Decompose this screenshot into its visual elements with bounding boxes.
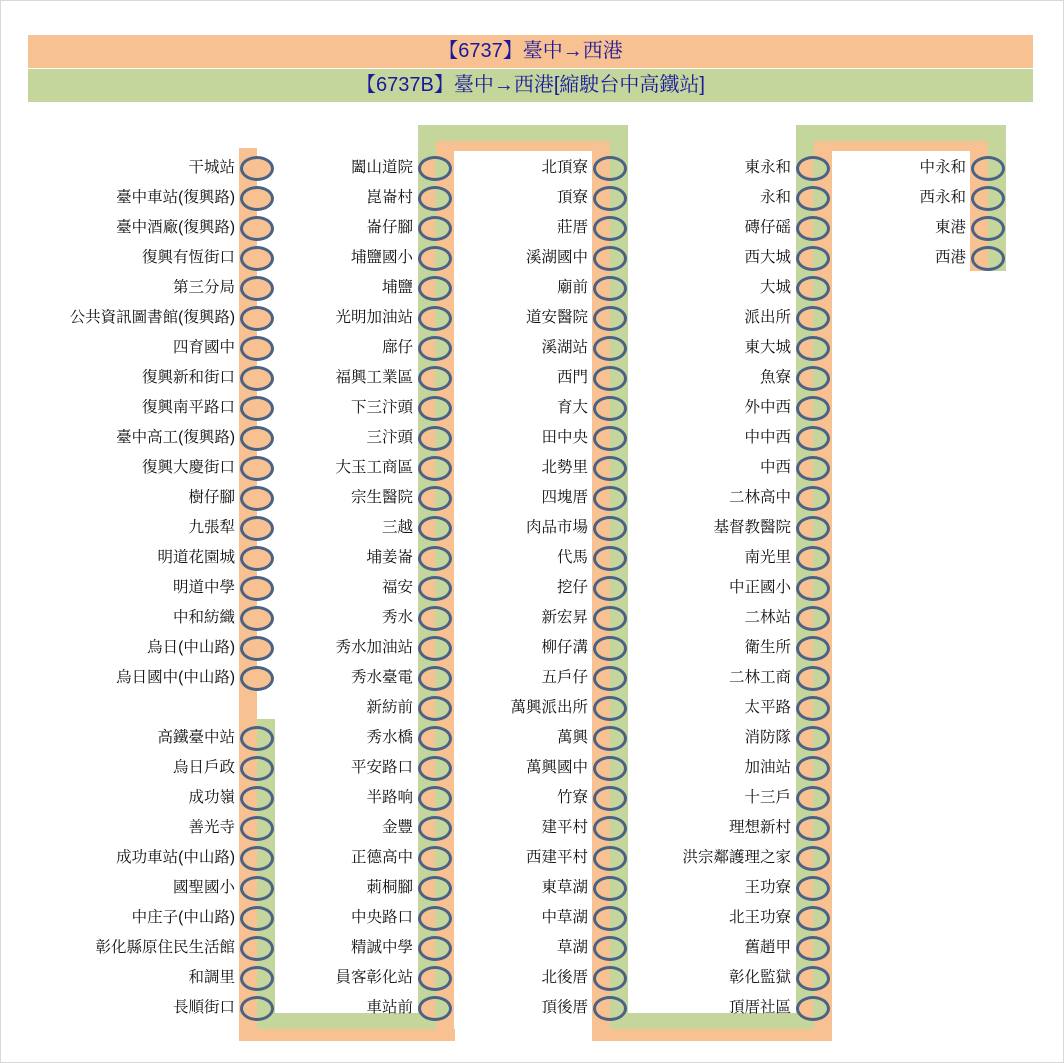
main-track-top-4-5 [814, 141, 988, 151]
stop-name: 彰化監獄 [728, 969, 791, 986]
stop-name: 草湖 [556, 939, 588, 956]
stop-name: 代馬 [556, 549, 588, 566]
stop-marker [796, 936, 830, 961]
stop-name: 外中西 [744, 399, 791, 416]
stop-marker [796, 996, 830, 1021]
stop-name: 東港 [934, 219, 966, 236]
stop-name: 西永和 [919, 189, 966, 206]
stop-name: 臺中車站(復興路) [116, 189, 235, 206]
stop-name: 溪湖站 [541, 339, 588, 356]
stop-marker [796, 726, 830, 751]
stop-marker [796, 426, 830, 451]
stop-name: 成功嶺 [188, 789, 235, 806]
stop-name: 西建平村 [525, 849, 588, 866]
stop-name: 埔鹽國小 [350, 249, 413, 266]
stop-name: 精誠中學 [350, 939, 413, 956]
stop-name: 四育國中 [172, 339, 235, 356]
variant-track-top-4-5 [796, 125, 1006, 141]
stop-name: 干城站 [188, 159, 235, 176]
stop-name: 臺中酒廠(復興路) [116, 219, 235, 236]
stop-name: 大玉工商區 [335, 459, 413, 476]
stop-name: 公共資訊圖書館(復興路) [69, 309, 235, 326]
stop-name: 秀水 [381, 609, 413, 626]
stop-marker [796, 666, 830, 691]
stop-marker [796, 816, 830, 841]
stop-name: 烏日(中山路) [147, 639, 235, 656]
stop-name: 九張犁 [188, 519, 235, 536]
stop-name: 中永和 [919, 159, 966, 176]
stop-name: 田中央 [541, 429, 588, 446]
stop-marker [796, 756, 830, 781]
stop-name: 東草湖 [541, 879, 588, 896]
stop-marker [971, 156, 1005, 181]
stop-name: 國聖國小 [172, 879, 235, 896]
stop-name: 加油站 [744, 759, 791, 776]
stop-name: 第三分局 [172, 279, 235, 296]
stop-name: 秀水橋 [366, 729, 413, 746]
stop-name: 新紡前 [366, 699, 413, 716]
stop-name: 秀水加油站 [335, 639, 413, 656]
stop-marker [971, 216, 1005, 241]
stop-marker [796, 876, 830, 901]
stop-name: 西港 [934, 249, 966, 266]
stop-name: 舊趙甲 [744, 939, 791, 956]
stop-name: 明道花園城 [157, 549, 235, 566]
stop-name: 東永和 [744, 159, 791, 176]
stop-marker [796, 786, 830, 811]
stop-name: 和調里 [188, 969, 235, 986]
stop-name: 中和紡織 [172, 609, 235, 626]
stop-marker [796, 396, 830, 421]
stop-name: 柳仔溝 [541, 639, 588, 656]
stop-marker [796, 606, 830, 631]
stop-name: 中草湖 [541, 909, 588, 926]
stop-name: 大城 [759, 279, 791, 296]
main-track-bottom-3-4 [592, 1029, 832, 1041]
stop-name: 五戶仔 [541, 669, 588, 686]
stop-name: 竹寮 [556, 789, 588, 806]
stop-name: 萬興國中 [525, 759, 588, 776]
stop-name: 樹仔腳 [188, 489, 235, 506]
stop-name: 員客彰化站 [335, 969, 413, 986]
stop-marker [796, 516, 830, 541]
stop-marker [796, 966, 830, 991]
stop-name: 烏日國中(中山路) [116, 669, 235, 686]
stop-name: 復興有恆街口 [141, 249, 235, 266]
stop-name: 派出所 [744, 309, 791, 326]
stop-name: 二林站 [744, 609, 791, 626]
stop-marker [796, 306, 830, 331]
stop-name: 頂寮 [556, 189, 588, 206]
stop-name: 復興新和街口 [141, 369, 235, 386]
main-track-top-2-3 [436, 141, 610, 151]
stop-name: 烏日戶政 [172, 759, 235, 776]
stop-name: 三汴頭 [366, 429, 413, 446]
route-title-variant: 【6737B】臺中→西港[縮駛台中高鐵站] [28, 69, 1033, 102]
stop-name: 頂後厝 [541, 999, 588, 1016]
stop-name: 理想新村 [728, 819, 791, 836]
stop-name: 高鐵臺中站 [157, 729, 235, 746]
stop-name: 中庄子(中山路) [131, 909, 235, 926]
stop-name: 金豐 [381, 819, 413, 836]
stop-name: 彰化縣原住民生活館 [95, 939, 235, 956]
stop-name: 半路响 [366, 789, 413, 806]
stop-marker [796, 336, 830, 361]
stop-name: 衛生所 [744, 639, 791, 656]
stop-name: 三越 [381, 519, 413, 536]
variant-track-top-2-3 [418, 125, 628, 141]
stop-name: 肉品市場 [525, 519, 588, 536]
stop-name: 洪宗鄰護理之家 [682, 849, 791, 866]
stop-name: 四塊厝 [541, 489, 588, 506]
stop-name: 頂厝社區 [728, 999, 791, 1016]
route-title-main: 【6737】臺中→西港 [28, 35, 1033, 68]
stop-name: 中正國小 [728, 579, 791, 596]
stop-name: 成功車站(中山路) [116, 849, 235, 866]
stop-name: 善光寺 [188, 819, 235, 836]
stop-name: 溪湖國中 [525, 249, 588, 266]
stop-name: 太平路 [744, 699, 791, 716]
stop-name: 二林高中 [728, 489, 791, 506]
stop-name: 埔姜崙 [366, 549, 413, 566]
stop-name: 新宏昇 [541, 609, 588, 626]
stop-name: 埔鹽 [381, 279, 413, 296]
stop-name: 消防隊 [744, 729, 791, 746]
stop-name: 中西 [759, 459, 791, 476]
stop-marker [796, 906, 830, 931]
stop-name: 正德高中 [350, 849, 413, 866]
stop-name: 明道中學 [172, 579, 235, 596]
stop-name: 磚仔磘 [744, 219, 791, 236]
stop-name: 下三汴頭 [350, 399, 413, 416]
stop-marker [796, 366, 830, 391]
stop-name: 廍仔 [381, 339, 413, 356]
stop-name: 建平村 [541, 819, 588, 836]
stop-name: 東大城 [744, 339, 791, 356]
stop-name: 北勢里 [541, 459, 588, 476]
stop-name: 挖仔 [556, 579, 588, 596]
stop-name: 萬興 [556, 729, 588, 746]
stop-marker [796, 696, 830, 721]
stop-name: 平安路口 [350, 759, 413, 776]
stop-name: 秀水臺電 [350, 669, 413, 686]
stop-name: 車站前 [366, 999, 413, 1016]
stop-name: 基督教醫院 [713, 519, 791, 536]
stop-name: 北後厝 [541, 969, 588, 986]
stop-marker [796, 546, 830, 571]
stop-name: 崑崙村 [366, 189, 413, 206]
stop-name: 莊厝 [556, 219, 588, 236]
stop-marker [796, 846, 830, 871]
stop-name: 王功寮 [744, 879, 791, 896]
stop-name: 魚寮 [759, 369, 791, 386]
stop-name: 闔山道院 [350, 159, 413, 176]
stop-marker [796, 576, 830, 601]
stop-marker [796, 486, 830, 511]
stop-name: 育大 [556, 399, 588, 416]
stop-name: 崙仔腳 [366, 219, 413, 236]
stop-name: 二林工商 [728, 669, 791, 686]
stop-name: 莿桐腳 [366, 879, 413, 896]
main-track-bottom-1-2 [239, 1029, 455, 1041]
stop-name: 光明加油站 [335, 309, 413, 326]
stop-name: 西大城 [744, 249, 791, 266]
stop-marker [796, 276, 830, 301]
stop-name: 長順街口 [172, 999, 235, 1016]
stop-name: 十三戶 [744, 789, 791, 806]
stop-name: 臺中高工(復興路) [116, 429, 235, 446]
stop-name: 永和 [759, 189, 791, 206]
stop-name: 北王功寮 [728, 909, 791, 926]
stop-name: 道安醫院 [525, 309, 588, 326]
stop-name: 中央路口 [350, 909, 413, 926]
stop-name: 中中西 [744, 429, 791, 446]
stop-name: 福興工業區 [335, 369, 413, 386]
stop-name: 福安 [381, 579, 413, 596]
stop-marker [971, 246, 1005, 271]
stop-name: 萬興派出所 [510, 699, 588, 716]
stop-marker [796, 636, 830, 661]
stop-marker [971, 186, 1005, 211]
stop-name: 南光里 [744, 549, 791, 566]
stop-name: 復興南平路口 [141, 399, 235, 416]
stop-name: 宗生醫院 [350, 489, 413, 506]
stop-marker [796, 456, 830, 481]
stop-name: 復興大慶街口 [141, 459, 235, 476]
stop-name: 廟前 [556, 279, 588, 296]
stop-name: 西門 [556, 369, 588, 386]
stop-name: 北頂寮 [541, 159, 588, 176]
